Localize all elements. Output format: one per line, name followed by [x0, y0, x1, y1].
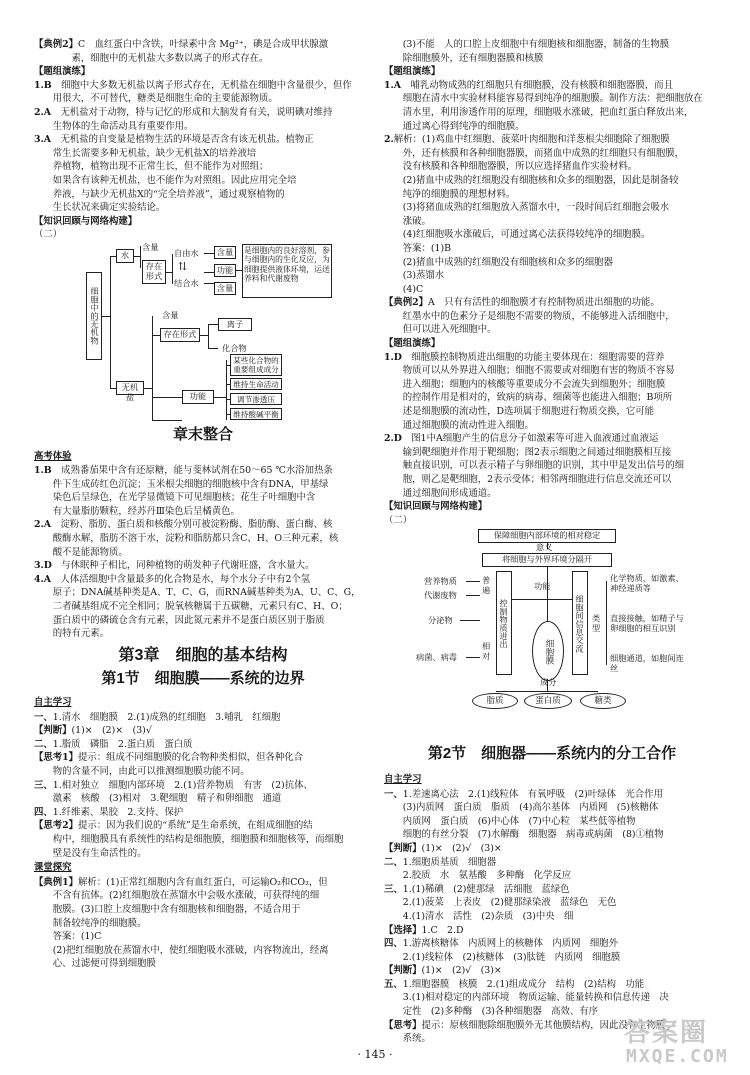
ketang-label: 课堂探究 [34, 862, 72, 874]
text-line: 3.A 无机盐的自变量是植物生活的环境是否含有该无机盐。植物正 [34, 134, 314, 146]
zizhu-label-2: 自主学习 [384, 773, 422, 785]
text-line: 内质网 蛋白质 (6)中心体 (7)中心粒 某些低等植物 [384, 815, 636, 827]
nutrients: 营养物质 [424, 576, 457, 587]
text-line: 2.A 淀粉、脂肪、蛋白质和核酸分别可被淀粉酶、脂肪酶、蛋白酶、核 [34, 519, 333, 531]
text-line: (4)红细胞吸水涨破后，可通过离心法获得较纯净的细胞膜。 [384, 229, 651, 241]
text-line: 【典例2】A 只有有活性的细胞膜才有控制物质进出细胞的功能。 [384, 297, 660, 309]
right-column [384, 38, 720, 1046]
text-line: 物的含量不同，由此可以推测细胞膜功能不同。 [34, 765, 250, 777]
text-line: 清水里，利用渗透作用的原理，细胞吸水涨破，把血红蛋白释放出来， [384, 106, 694, 118]
section-1-answers [34, 711, 372, 861]
salt-forms: 存在形式 [160, 328, 200, 342]
content-box-2: 含量 [214, 282, 236, 295]
function-label: 功能 [534, 581, 551, 592]
text-line: （二） [384, 514, 413, 526]
text-line: 通过细胞间形成通道。 [384, 487, 497, 499]
text-line: 四、1.纤维素、果胶 2.支持、保护 [34, 806, 184, 818]
text-line: (3)不能 人的口腔上皮细胞中有细胞核和细胞器，制备的生物膜 [384, 39, 670, 50]
text-line: (2)猪血中成熟的红细胞没有细胞核和众多的细胞器，因此是制备较 [384, 174, 679, 186]
text-line: 的控制作用是相对的，致病的病毒、细菌等也能进入细胞；B项所 [384, 392, 673, 404]
text-line: 二者碱基组成不完全相同；脱氧核糖属于五碳糖，元素只有C、H、O； [34, 601, 348, 613]
text-line: 生物体的生命活动具有重要作用。 [34, 120, 194, 132]
text-line: 【思考1】提示：组成不同细胞膜的化合物种类相似，但各种化合 [34, 752, 304, 764]
content-box-1: 含量 [214, 246, 236, 259]
type-3: 细胞通道，如胞间连丝 [610, 653, 684, 674]
separate-node: 将细胞与外界环境分隔开 [482, 553, 612, 567]
text-line: 原子；DNA碱基种类是A、T、C、G，而RNA碱基种类为A、U、C、G， [34, 587, 361, 599]
text-line: 心、过滤便可得到细胞膜 [34, 958, 156, 970]
salt-content: 含量 [162, 309, 179, 320]
text-line: 养液，与缺少无机盐X的“完全培养液”，通过观察植物的 [34, 188, 285, 200]
text-line: 三、1.(1)稀碘 (2)健那绿 活细胞 蓝绿色 [384, 883, 570, 895]
chapter-summary-title: 章末整合 [172, 425, 233, 443]
text-line: 酸不是能源物质。 [34, 546, 128, 558]
membrane-ellipse: 细胞膜 [532, 621, 564, 681]
text-line: 4.(1)清水 活性 (2)杂质 (3)中央 细 [384, 910, 574, 922]
text-line: 一、1.差速离心法 2.(1)线粒体 有氧呼吸 (2)叶绿体 光合作用 [384, 788, 663, 800]
universal-label: 普遍 [482, 575, 491, 596]
water-function-desc: 是细胞内的良好溶剂，参与细胞内的生化反应，为细胞提供液体环境，运送养料和代谢废物 [242, 244, 332, 298]
text-line: 细胞的有丝分裂 (7)水解酶 细胞器 病毒或病菌 (8)①植物 [384, 829, 664, 841]
salt-func-1: 某些化合物的重要组成成分 [230, 354, 282, 376]
text-line: 四、1.游离核糖体 内质网上的核糖体 内质网 细胞外 [384, 938, 618, 950]
text-line: 【知识回顾与网络构建】 [34, 215, 138, 227]
text-line: 1.D 细胞膜控制物质进出细胞的功能主要体现在：细胞需要的营养 [384, 351, 665, 363]
zizhu-label-1: 自主学习 [34, 697, 72, 708]
text-line: 件下生成砖红色沉淀；玉米根尖细胞的细胞核中含有DNA，甲基绿 [34, 478, 329, 490]
text-line: 构中，细胞膜具有系统性的结构是细胞膜，细胞膜和细胞核等，而细胞 [34, 833, 344, 845]
text-line: 3.(1)相对稳定的内部环境 物质运输、能量转换和信息传递 决 [384, 992, 669, 1004]
compound-node: 化合物 [222, 342, 247, 353]
text-line: 进入细胞；细胞内的核酸等重要成分不会流失到细胞外；细胞膜 [384, 378, 666, 390]
text-line: 激素 核酸 (3)相对 3.靶细胞 精子和卵细胞 通道 [34, 793, 282, 805]
text-line: 没有核膜和各种细胞器膜，所以应选择猪血作实验材料。 [384, 161, 638, 173]
text-line: 【题组演练】 [384, 338, 441, 350]
text-line: 触直接识别，可以表示精子与卵细胞的识别，其中甲是发出信号的细 [384, 460, 685, 472]
text-line: 1.B 成熟番茄果中含有还原糖，能与斐林试剂在50～65 ℃水浴加热条 [34, 465, 333, 477]
text-line: 【思考2】提示：因为我们说的“系统”是生命系统，在组成细胞的结 [34, 820, 313, 832]
text-line: 【判断】(1)× (2)× (3)√ [34, 725, 152, 737]
section-2-title: 第2节 细胞器——系统内的分工合作 [427, 745, 677, 763]
composition-label: 成分 [540, 677, 557, 688]
text-line: 但可以进入死细胞中。 [384, 324, 497, 336]
inorganic-concept-map: 细胞中的无机物 水 含量 存在形式 自由水 结合水 ⇅ 含量 功能 含量 是细胞内的良好溶剂，参与细胞内的生化反应，为细胞提供液体环境，运送养料和代谢废物 无机盐 含量 存在形式 离子 化合物 功能 某些化合物的重要组成成分 维持生命活动 调节渗透压 维持酸碱平衡 [34, 242, 372, 420]
text-line: 2.(1)菠菜 上表皮 (2)健那绿染液 蓝绿色 无色 [384, 897, 617, 909]
bound-water: 结合水 [174, 277, 199, 288]
text-line: 五、1.细胞器膜 核膜 2.(1)组成成分 结构 (2)结构 功能 [384, 978, 645, 990]
text-line: 染色后呈绿色，在光学显微镜下可见细胞核；花生子叶细胞中含 [34, 492, 316, 504]
text-line: 生长状况来确定实验结论。 [34, 202, 166, 214]
text-line: 通过离心得到纯净的细胞膜。 [384, 120, 525, 132]
text-line: 【选择】1.C 2.D [384, 924, 464, 936]
text-line: (3)内质网 蛋白质 脂质 (4)高尔基体 内质网 (5)核糖体 [384, 802, 659, 814]
text-line: 1.B 细胞中大多数无机盐以离子形式存在，无机盐在细胞中含量很少，但作 [34, 79, 352, 91]
text-line: 1.A 哺乳动物成熟的红细胞只有细胞膜，没有核膜和细胞器膜，而且 [384, 79, 673, 91]
control-node: 控制物质进出 [496, 571, 512, 675]
watermark-logo: 答案圈 MXQE.COM [624, 1018, 729, 1067]
text-line: 【题组演练】 [34, 66, 91, 78]
text-line: 2.D 图1中A细胞产生的信息分子如激素等可进入血液通过血液运 [384, 433, 659, 445]
text-line: 三、1.相对独立 细胞内部环境 2.(1)营养物质 有害 (2)抗体、 [34, 779, 313, 791]
secretion: 分泌物 [428, 615, 453, 626]
types-label: 类型 [592, 613, 601, 634]
exam-answers [34, 464, 372, 641]
text-line: 二、1.细胞质基质 细胞器 [384, 856, 497, 868]
root-node: 细胞中的无机物 [86, 272, 102, 360]
text-line: 胞，则乙是靶细胞，2表示受体；相邻两细胞进行信息交流还可以 [384, 474, 672, 485]
text-line: 涨破。 [384, 215, 431, 227]
text-line: 答案：(1)C [34, 931, 102, 943]
relative-label: 相对 [482, 641, 491, 662]
top-node: 保障细胞内部环境的相对稳定 [478, 529, 616, 543]
text-line: 用很大，不可替代，糖类是细胞生命的主要能源物质。 [34, 93, 278, 105]
water-content-label: 含量 [142, 241, 159, 252]
right-top-text [384, 38, 720, 527]
free-water: 自由水 [174, 247, 199, 258]
text-line: 2.解析：(1)鸡血中红细胞、菠菜叶肉细胞和洋葱根尖细胞除了细胞膜 [384, 134, 670, 146]
text-line: 养植物，植物出现不正常生长，但不能作为对照组； [34, 161, 269, 173]
protein-node: 蛋白质 [524, 693, 572, 709]
sugar-node: 糖类 [580, 693, 626, 709]
salt-function: 功能 [182, 390, 214, 404]
ion-node: 离子 [218, 318, 252, 331]
section-2-answers [384, 788, 720, 1046]
text-line: 如果含有该种无机盐，也不能作为对照组。因此应用完全培 [34, 174, 297, 186]
exam-label: 高考体验 [34, 450, 72, 462]
text-line: 通过细胞膜的流动性进入细胞。 [384, 419, 535, 431]
text-line: 【题组演练】 [384, 66, 441, 78]
salt-func-3: 调节渗透压 [230, 393, 282, 405]
text-line: 【知识回顾与网络构建】 [384, 501, 488, 513]
text-line: 【思考】提示：原核细胞除细胞膜外无其他膜结构，因此没有生物膜 [384, 1019, 666, 1031]
section-1-title: 第1节 细胞膜——系统的边界 [101, 670, 305, 688]
membrane-concept-map [384, 529, 720, 709]
text-line: 酸酶水解，脂肪不溶于水，淀粉和脂肪都只含C、H、O三种元素，核 [34, 533, 339, 545]
text-line: 胞膜。(3)口腔上皮细胞中含有细胞核和细胞器，不适合用于 [34, 903, 301, 915]
text-line: 物质可以从外界进入细胞；细胞不需要或对细胞有害的物质不容易 [384, 365, 675, 377]
text-line: 外，还有核膜和各种细胞器膜，而猪血中成熟的红细胞只有细胞膜， [384, 147, 685, 159]
meaning-label: 意义 [536, 542, 553, 553]
text-line: 2.(1)线粒体 (2)核糖体 (3)肽链 内质网 细胞膜 [384, 951, 621, 963]
text-line: 2.A 无机盐对于动物，特与记忆的形成和大脑发育有关，说明碘对维持 [34, 106, 333, 118]
forms-node: 存在形式 [142, 260, 166, 284]
text-line: 答案：(1)B [384, 242, 452, 254]
text-line: （二） [34, 229, 63, 241]
text-line: (4)C [384, 283, 424, 295]
type-1: 化学物质，如激素、神经递质等 [610, 573, 684, 594]
text-line: (3)将猪血成熟的红细胞放入蒸馏水中，一段时间后红细胞会吸水 [384, 202, 670, 214]
text-line: 【判断】(1)× (2)√ (3)× [384, 842, 502, 854]
text-line: 一、1.清水 细胞膜 2.(1)成熟的红细胞 3.哺乳 红细胞 [34, 711, 281, 723]
left-top-text [34, 38, 372, 242]
text-line: (3)蒸馏水 [384, 270, 445, 282]
ketang-answers [34, 876, 372, 971]
text-line: 【典例2】C 血红蛋白中含铁，叶绿素中含 Mg²⁺，碘是合成甲状腺激 [34, 39, 329, 50]
text-line: 2.胶质 水 氨基酸 多种酶 化学反应 [384, 870, 572, 882]
function-box-1: 功能 [214, 264, 236, 277]
text-line: 素，细胞中的无机盐大多数以离子的形式存在。 [34, 52, 269, 64]
text-line: 【典例1】解析：(1)正常红细胞内含有血红蛋白，可运输O₂和CO₂，但 [34, 876, 328, 888]
chapter-3-title: 第3章 细胞的基本结构 [118, 646, 288, 664]
pathogen: 病菌、病毒 [416, 652, 457, 663]
text-line: 细胞在清水中实验材料能容易得到纯净的细胞膜。制作方法：把细胞放在 [384, 93, 703, 105]
metabolic: 代谢废物 [424, 590, 457, 601]
salt-func-2: 维持生命活动 [230, 378, 282, 390]
salt-node: 无机盐 [116, 381, 144, 395]
text-line: 蛋白质中的磷硫仓含有元素，因此氮元素并不是蛋白质区别于脂质 [34, 614, 325, 626]
text-line: 纯净的细胞膜的理想材料。 [384, 188, 516, 200]
left-column [34, 38, 372, 971]
text-line: 二、1.脂质 磷脂 2.蛋白质 蛋白质 [34, 738, 193, 750]
text-line: 系统。 [384, 1033, 431, 1045]
text-line: 常生长需要多种无机盐，缺少无机盐X的培养液培 [34, 147, 257, 159]
water-node: 水 [116, 249, 134, 263]
lipid-node: 脂质 [472, 693, 518, 709]
text-line: 3.D 与休眠种子相比，同种植物的萌发种子代谢旺盛，含水量大。 [34, 560, 315, 572]
text-line: 【判断】(1)× (2)√ (3)× [384, 965, 502, 977]
text-line: 制备较纯净的细胞膜。 [34, 917, 147, 929]
text-line: 的特有元素。 [34, 628, 110, 640]
text-line: (2)猪血中成熟的红细胞没有细胞核和众多的细胞器 [384, 256, 613, 268]
info-node: 细胞间信息交流 [572, 571, 588, 675]
text-line: 输到靶细胞并作用于靶细胞；图2表示细胞之间通过细胞膜相互接 [384, 446, 672, 458]
type-2: 直接接触，如精子与卵细胞的相互识别 [610, 613, 684, 634]
text-line: (2)把红细胞放在蒸馏水中，使红细胞吸水涨破，内容物流出，经离 [34, 944, 329, 956]
text-line: 红墨水中的色素分子是细胞不需要的物质，不能够进入活细胞中， [384, 310, 675, 322]
text-line: 壁是没有生命活性的。 [34, 847, 147, 859]
text-line: 述是细胞膜的流动性，D选项属于细胞进行物质交换，它可能 [384, 406, 655, 418]
text-line: 除细胞膜外，还有细胞器膜和核膜 [384, 52, 544, 64]
text-line: 不含有抗体。(2)红细胞放在蒸馏水中会吸水涨破，可获得纯的细 [34, 890, 320, 902]
text-line: 4.A 人体活细胞中含量最多的化合物是水，每个水分子中有2个氢 [34, 573, 311, 585]
salt-func-4: 维持酸碱平衡 [230, 408, 282, 420]
text-line: 定性 (2)多种酶 (3)各种细胞器 高效、有序 [384, 1006, 599, 1018]
page-number: · 145 · [357, 1048, 393, 1061]
text-line: 有大量脂肪颗粒，经苏丹Ⅲ染色后呈橘黄色。 [34, 505, 240, 517]
